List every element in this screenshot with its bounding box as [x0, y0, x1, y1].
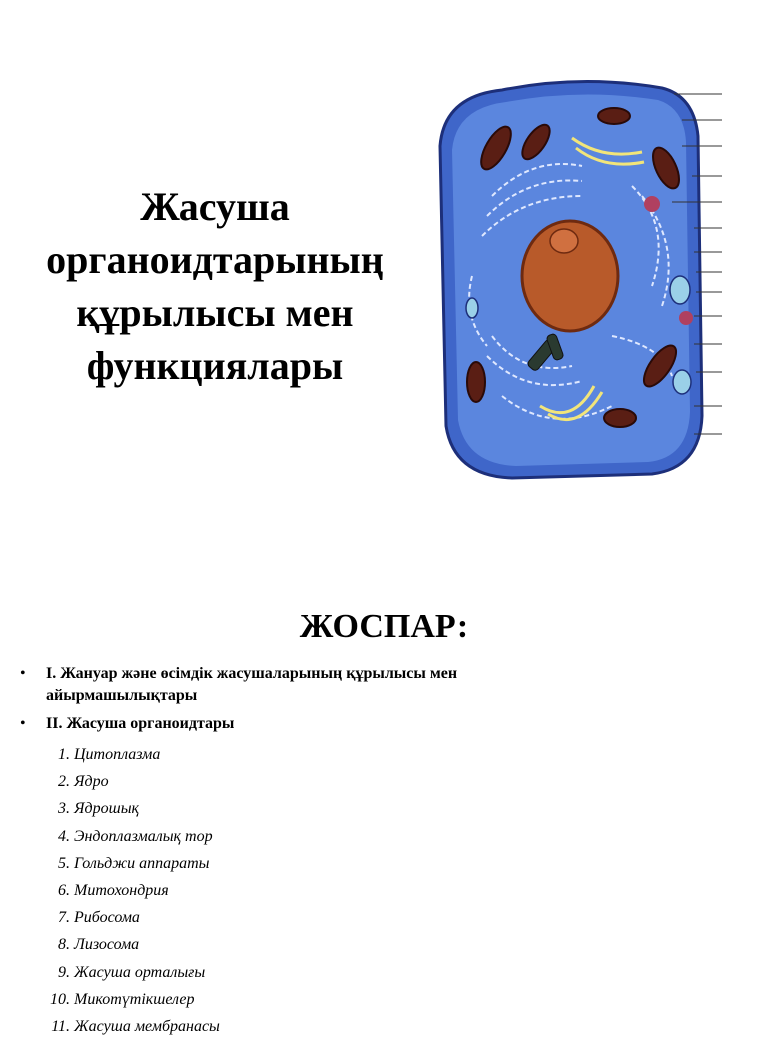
- list-item: 1. Цитоплазма: [58, 746, 161, 763]
- plan-section: [18, 663, 758, 707]
- list-item: 5. Гольджи аппараты: [58, 854, 210, 872]
- section-line: II. Жасуша органоидтары: [46, 715, 235, 732]
- plan-section: [18, 713, 758, 735]
- list-item: 9. Жасуша орталығы: [58, 963, 206, 981]
- title-line: Жасуша: [140, 184, 290, 229]
- list-item: 3. Ядрошық: [58, 800, 140, 818]
- list-item: 4. Эндоплазмалық тор: [58, 827, 213, 845]
- list-item: 11. Жасуша мембранасы: [51, 1018, 220, 1036]
- slide-title: [10, 180, 420, 392]
- plan-list: [18, 663, 758, 1040]
- animal-cell-diagram: [432, 76, 728, 484]
- list-item: 10. Микотүтікшелер: [50, 990, 195, 1008]
- bullet-icon: •: [20, 665, 26, 682]
- list-item: 8. Лизосома: [58, 936, 140, 954]
- section-line: I. Жануар және өсімдік жасушаларының құрылысы мен: [46, 665, 458, 682]
- list-item: 2. Ядро: [58, 773, 109, 791]
- bullet-icon: •: [20, 715, 26, 732]
- organelle-list: [18, 741, 758, 1040]
- title-line: органоидтарының: [46, 237, 384, 282]
- list-item: 7. Рибосома: [58, 909, 140, 927]
- title-line: құрылысы мен: [76, 290, 354, 335]
- list-item: 6. Митохондрия: [58, 882, 169, 900]
- plan-heading: ЖОСПАР:: [299, 608, 469, 645]
- title-line: функциялары: [86, 343, 344, 388]
- section-line: айырмашылықтары: [46, 687, 198, 704]
